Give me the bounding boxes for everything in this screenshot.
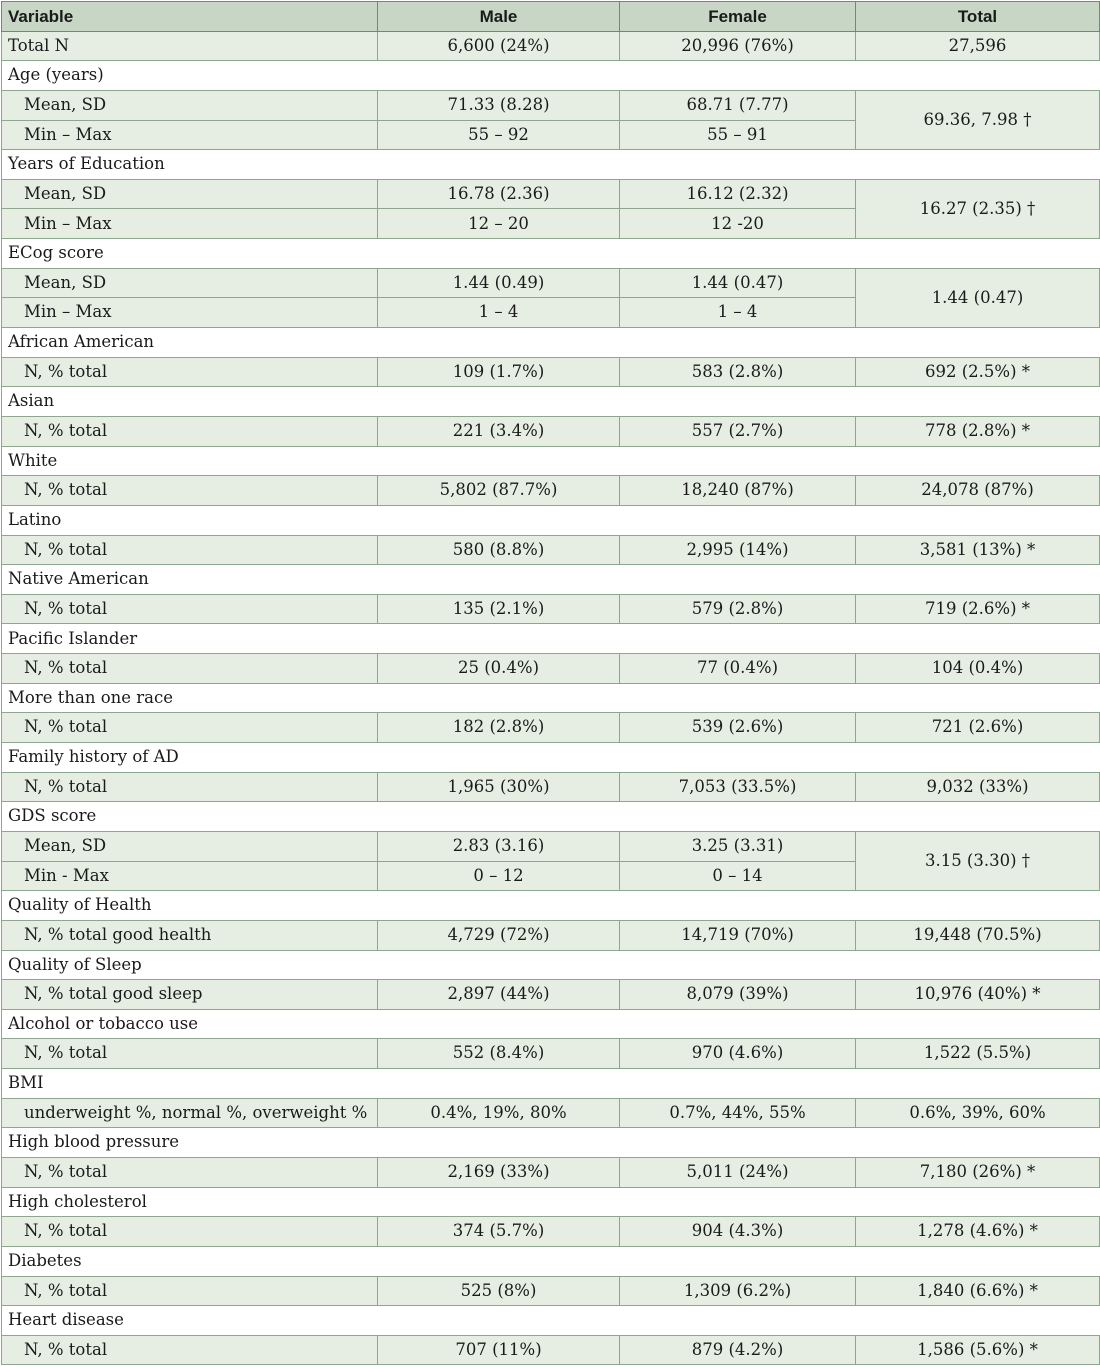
cell-male [378, 1009, 620, 1039]
cell-male [378, 505, 620, 535]
group-label: Family history of AD [2, 743, 378, 773]
row-label: underweight %, normal %, overweight % [2, 1098, 378, 1128]
cell-male [378, 743, 620, 773]
table-row [2, 31, 1100, 61]
header-total: Total [856, 2, 1100, 32]
cell-female: 2,995 (14%) [620, 535, 856, 565]
row-label: N, % total [2, 1335, 378, 1365]
cell-total: 7,180 (26%) * [856, 1157, 1100, 1187]
cell-total: 1,278 (4.6%) * [856, 1217, 1100, 1247]
cell-male [378, 61, 620, 91]
cell-male [378, 1069, 620, 1099]
row-label: N, % total good sleep [2, 980, 378, 1010]
table-row [2, 831, 1100, 861]
group-header-row [2, 1128, 1100, 1158]
cell-total [856, 1246, 1100, 1276]
group-label: Latino [2, 505, 378, 535]
cell-female: 12 -20 [620, 209, 856, 239]
cell-total: 692 (2.5%) * [856, 357, 1100, 387]
table-row [2, 1335, 1100, 1365]
cell-total: 778 (2.8%) * [856, 416, 1100, 446]
group-label: Age (years) [2, 61, 378, 91]
cell-total [856, 950, 1100, 980]
row-label: N, % total [2, 772, 378, 802]
cell-female: 55 – 91 [620, 120, 856, 150]
cell-male [378, 1246, 620, 1276]
cell-female: 1.44 (0.47) [620, 268, 856, 298]
cell-female [620, 61, 856, 91]
cell-male: 2,897 (44%) [378, 980, 620, 1010]
cell-male: 580 (8.8%) [378, 535, 620, 565]
cell-total: 3.15 (3.30) † [856, 831, 1100, 890]
cell-total: 27,596 [856, 31, 1100, 61]
group-label: GDS score [2, 802, 378, 832]
group-header-row [2, 150, 1100, 180]
table-row [2, 1098, 1100, 1128]
row-label: Min - Max [2, 861, 378, 891]
cell-total [856, 891, 1100, 921]
group-label: ECog score [2, 239, 378, 269]
cell-male [378, 446, 620, 476]
cell-male: 221 (3.4%) [378, 416, 620, 446]
cell-female: 0.7%, 44%, 55% [620, 1098, 856, 1128]
cell-female [620, 505, 856, 535]
cell-male: 71.33 (8.28) [378, 90, 620, 120]
row-label: N, % total [2, 535, 378, 565]
cell-female [620, 624, 856, 654]
cell-total [856, 505, 1100, 535]
cell-total: 1,586 (5.6%) * [856, 1335, 1100, 1365]
cell-male: 109 (1.7%) [378, 357, 620, 387]
cell-female [620, 565, 856, 595]
cell-male: 374 (5.7%) [378, 1217, 620, 1247]
cell-female: 970 (4.6%) [620, 1039, 856, 1069]
cell-female: 7,053 (33.5%) [620, 772, 856, 802]
cell-male: 182 (2.8%) [378, 713, 620, 743]
cell-male: 6,600 (24%) [378, 31, 620, 61]
cell-female [620, 1009, 856, 1039]
cell-female: 16.12 (2.32) [620, 179, 856, 209]
cell-male [378, 150, 620, 180]
cell-female [620, 1128, 856, 1158]
group-label: White [2, 446, 378, 476]
row-label: Min – Max [2, 209, 378, 239]
header-row [2, 2, 1100, 32]
cell-male: 1 – 4 [378, 298, 620, 328]
cell-female: 0 – 14 [620, 861, 856, 891]
table-row [2, 268, 1100, 298]
cell-male: 135 (2.1%) [378, 594, 620, 624]
cell-male [378, 802, 620, 832]
cell-male [378, 387, 620, 417]
header-variable: Variable [2, 2, 378, 32]
row-label: N, % total [2, 476, 378, 506]
cell-male: 525 (8%) [378, 1276, 620, 1306]
cell-male: 1,965 (30%) [378, 772, 620, 802]
cell-female [620, 743, 856, 773]
cell-male: 16.78 (2.36) [378, 179, 620, 209]
table-body [2, 31, 1100, 1365]
cell-female: 579 (2.8%) [620, 594, 856, 624]
row-label: N, % total good health [2, 920, 378, 950]
cell-female [620, 891, 856, 921]
cell-male: 55 – 92 [378, 120, 620, 150]
row-label: Total N [2, 31, 378, 61]
cell-female: 879 (4.2%) [620, 1335, 856, 1365]
table-row [2, 476, 1100, 506]
group-header-row [2, 328, 1100, 358]
cell-male: 2.83 (3.16) [378, 831, 620, 861]
cell-female: 1 – 4 [620, 298, 856, 328]
row-label: Mean, SD [2, 831, 378, 861]
cell-total [856, 1009, 1100, 1039]
cell-male: 25 (0.4%) [378, 654, 620, 684]
cell-female: 5,011 (24%) [620, 1157, 856, 1187]
cell-female [620, 950, 856, 980]
cell-female: 539 (2.6%) [620, 713, 856, 743]
group-label: Diabetes [2, 1246, 378, 1276]
cell-female [620, 1306, 856, 1336]
table-header [2, 2, 1100, 32]
cell-total [856, 387, 1100, 417]
table-row [2, 1276, 1100, 1306]
cell-total: 104 (0.4%) [856, 654, 1100, 684]
cell-female: 14,719 (70%) [620, 920, 856, 950]
cell-total: 9,032 (33%) [856, 772, 1100, 802]
cell-male [378, 624, 620, 654]
group-label: Years of Education [2, 150, 378, 180]
cell-female [620, 1187, 856, 1217]
row-label: N, % total [2, 654, 378, 684]
cell-male [378, 950, 620, 980]
cell-male [378, 1306, 620, 1336]
group-label: African American [2, 328, 378, 358]
group-label: Quality of Health [2, 891, 378, 921]
cell-female: 557 (2.7%) [620, 416, 856, 446]
group-label: BMI [2, 1069, 378, 1099]
cell-female [620, 328, 856, 358]
cell-total: 10,976 (40%) * [856, 980, 1100, 1010]
cell-total [856, 624, 1100, 654]
row-label: N, % total [2, 713, 378, 743]
group-header-row [2, 1187, 1100, 1217]
cell-female: 77 (0.4%) [620, 654, 856, 684]
cell-male: 0 – 12 [378, 861, 620, 891]
table-row [2, 1217, 1100, 1247]
row-label: N, % total [2, 1157, 378, 1187]
table-row [2, 1039, 1100, 1069]
table-row [2, 535, 1100, 565]
cell-female: 18,240 (87%) [620, 476, 856, 506]
group-header-row [2, 950, 1100, 980]
row-label: N, % total [2, 1039, 378, 1069]
demographics-table [1, 1, 1100, 1365]
row-label: Mean, SD [2, 179, 378, 209]
cell-male [378, 239, 620, 269]
table-row [2, 179, 1100, 209]
table-row [2, 90, 1100, 120]
group-header-row [2, 565, 1100, 595]
group-header-row [2, 802, 1100, 832]
cell-male [378, 683, 620, 713]
group-label: Alcohol or tobacco use [2, 1009, 378, 1039]
group-header-row [2, 1246, 1100, 1276]
cell-total: 719 (2.6%) * [856, 594, 1100, 624]
cell-male: 1.44 (0.49) [378, 268, 620, 298]
group-label: Heart disease [2, 1306, 378, 1336]
cell-total [856, 446, 1100, 476]
cell-female: 583 (2.8%) [620, 357, 856, 387]
cell-total [856, 1069, 1100, 1099]
group-label: Native American [2, 565, 378, 595]
header-female: Female [620, 2, 856, 32]
cell-total [856, 743, 1100, 773]
cell-male: 2,169 (33%) [378, 1157, 620, 1187]
group-header-row [2, 1069, 1100, 1099]
cell-male: 552 (8.4%) [378, 1039, 620, 1069]
group-header-row [2, 446, 1100, 476]
cell-total: 69.36, 7.98 † [856, 90, 1100, 149]
cell-total [856, 239, 1100, 269]
cell-male [378, 565, 620, 595]
cell-female [620, 150, 856, 180]
cell-total: 16.27 (2.35) † [856, 179, 1100, 238]
cell-total [856, 61, 1100, 91]
group-label: More than one race [2, 683, 378, 713]
group-header-row [2, 891, 1100, 921]
cell-male [378, 891, 620, 921]
row-label: N, % total [2, 357, 378, 387]
cell-total [856, 150, 1100, 180]
row-label: N, % total [2, 416, 378, 446]
cell-total: 721 (2.6%) [856, 713, 1100, 743]
group-header-row [2, 387, 1100, 417]
table-row [2, 713, 1100, 743]
cell-female: 904 (4.3%) [620, 1217, 856, 1247]
table-row [2, 980, 1100, 1010]
group-label: Asian [2, 387, 378, 417]
cell-female [620, 1246, 856, 1276]
table-row [2, 357, 1100, 387]
cell-female [620, 683, 856, 713]
cell-male [378, 1187, 620, 1217]
table-row [2, 1157, 1100, 1187]
group-label: High cholesterol [2, 1187, 378, 1217]
cell-female [620, 239, 856, 269]
cell-female: 1,309 (6.2%) [620, 1276, 856, 1306]
group-header-row [2, 505, 1100, 535]
cell-total: 0.6%, 39%, 60% [856, 1098, 1100, 1128]
cell-total [856, 1306, 1100, 1336]
group-header-row [2, 624, 1100, 654]
row-label: Mean, SD [2, 268, 378, 298]
group-label: Pacific Islander [2, 624, 378, 654]
cell-total: 19,448 (70.5%) [856, 920, 1100, 950]
row-label: Min – Max [2, 120, 378, 150]
cell-total [856, 1187, 1100, 1217]
cell-female: 68.71 (7.77) [620, 90, 856, 120]
cell-male [378, 328, 620, 358]
cell-male: 4,729 (72%) [378, 920, 620, 950]
cell-total [856, 328, 1100, 358]
table-row [2, 594, 1100, 624]
table-row [2, 654, 1100, 684]
cell-male: 707 (11%) [378, 1335, 620, 1365]
cell-male: 0.4%, 19%, 80% [378, 1098, 620, 1128]
group-header-row [2, 1009, 1100, 1039]
cell-female [620, 446, 856, 476]
row-label: N, % total [2, 1276, 378, 1306]
cell-total: 1,522 (5.5%) [856, 1039, 1100, 1069]
cell-male: 5,802 (87.7%) [378, 476, 620, 506]
group-header-row [2, 239, 1100, 269]
cell-total [856, 683, 1100, 713]
cell-total [856, 1128, 1100, 1158]
table-row [2, 772, 1100, 802]
group-header-row [2, 1306, 1100, 1336]
table-row [2, 920, 1100, 950]
cell-female [620, 802, 856, 832]
cell-female: 8,079 (39%) [620, 980, 856, 1010]
cell-female: 20,996 (76%) [620, 31, 856, 61]
row-label: Min – Max [2, 298, 378, 328]
group-header-row [2, 683, 1100, 713]
cell-total [856, 802, 1100, 832]
row-label: N, % total [2, 594, 378, 624]
cell-male [378, 1128, 620, 1158]
cell-female: 3.25 (3.31) [620, 831, 856, 861]
group-header-row [2, 743, 1100, 773]
cell-male: 12 – 20 [378, 209, 620, 239]
cell-total: 3,581 (13%) * [856, 535, 1100, 565]
cell-total: 1,840 (6.6%) * [856, 1276, 1100, 1306]
header-male: Male [378, 2, 620, 32]
row-label: N, % total [2, 1217, 378, 1247]
cell-total [856, 565, 1100, 595]
group-label: High blood pressure [2, 1128, 378, 1158]
cell-total: 24,078 (87%) [856, 476, 1100, 506]
cell-total: 1.44 (0.47) [856, 268, 1100, 327]
table-row [2, 416, 1100, 446]
cell-female [620, 387, 856, 417]
cell-female [620, 1069, 856, 1099]
group-label: Quality of Sleep [2, 950, 378, 980]
row-label: Mean, SD [2, 90, 378, 120]
group-header-row [2, 61, 1100, 91]
